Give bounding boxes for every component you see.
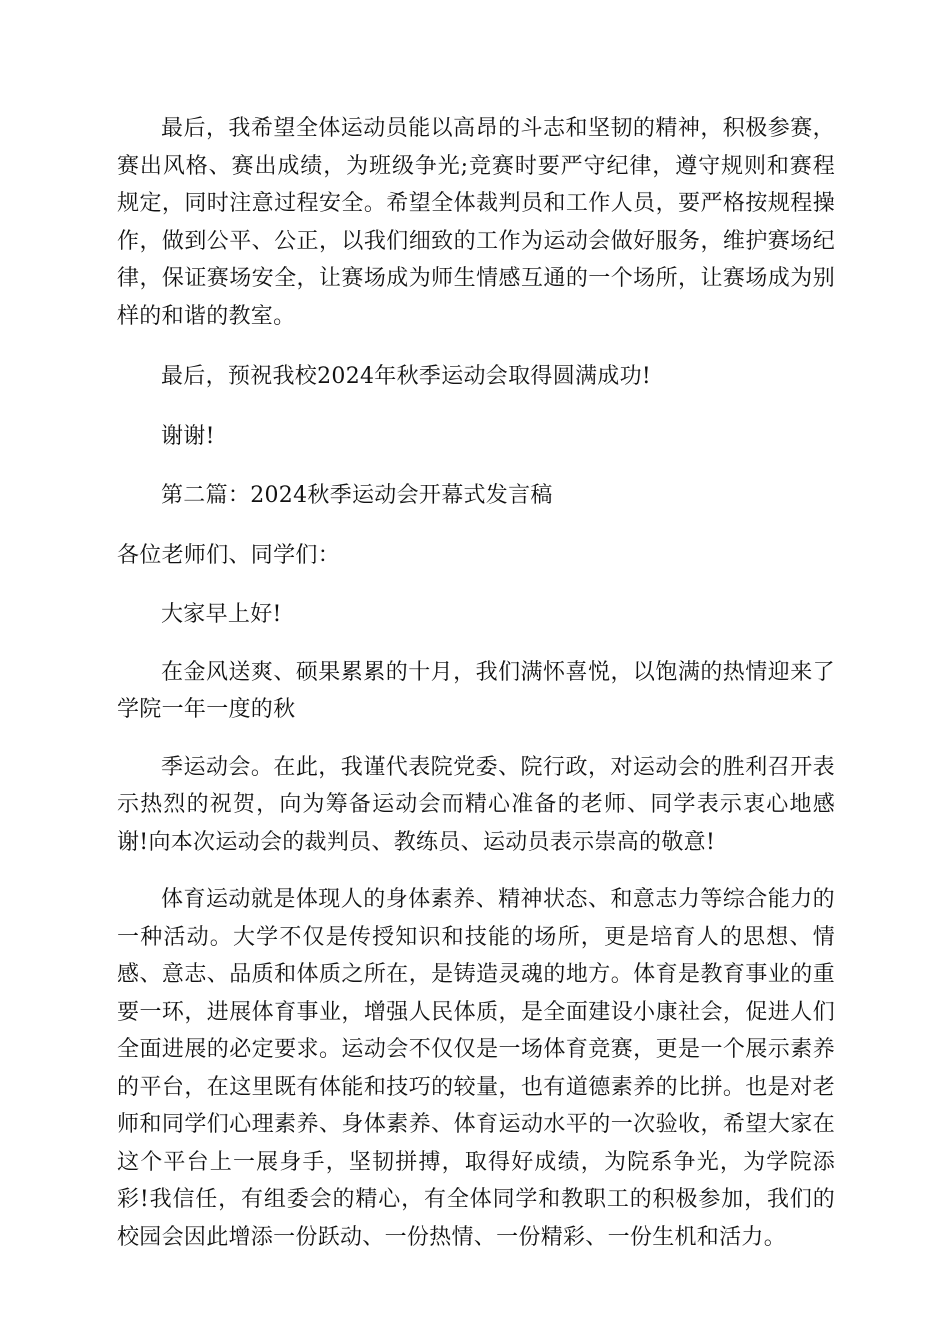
paragraph-sports-significance: 体育运动就是体现人的身体素养、精神状态、和意志力等综合能力的一种活动。大学不仅是传授知识和技能的场所，更是培育人的思想、情感、意志、品质和体质之所在，是铸造灵魂的地方。体育是教育事业的重要一环，进展体育事业，增强人民体质，是全面建设小康社会，促进人们全面进展的必定要求。运动会不仅仅是一场体育竞赛，更是一个展示素养的平台，在这里既有体能和技巧的较量，也有道德素养的比拼。也是对老师和同学们心理素养、身体素养、体育运动水平的一次验收，希望大家在这个平台上一展身手，坚韧拼搏，取得好成绩，为院系争光，为学院添彩!我信任，有组委会的精心，有全体同学和教职工的积极参加，我们的校园会因此增添一份跃动、一份热情、一份精彩、一份生机和活力。 (117, 887, 835, 1250)
document-page (117, 110, 835, 1256)
paragraph-thanks: 谢谢! (161, 423, 215, 449)
paragraph-closing-hopes: 最后，我希望全体运动员能以高昂的斗志和坚韧的精神，积极参赛，赛出风格、赛出成绩，为班级争光;竞赛时要严守纪律，遵守规则和赛程规定，同时注意过程安全。希望全体裁判员和工作人员，要严格按规程操作，做到公平、公正，以我们细致的工作为运动会做好服务，维护赛场纪律，保证赛场安全，让赛场成为师生情感互通的一个场所，让赛场成为别样的和谐的教室。 (117, 116, 835, 329)
section-heading: 第二篇：2024秋季运动会开幕式发言稿 (161, 483, 553, 508)
greeting: 大家早上好! (161, 602, 282, 627)
paragraph-congratulations: 季运动会。在此，我谨代表院党委、院行政，对运动会的胜利召开表示热烈的祝贺，向为筹备运动会而精心准备的老师、同学表示衷心地感谢!向本次运动会的裁判员、教练员、运动员表示崇高的敬意! (117, 754, 835, 855)
paragraph-opening: 在金风送爽、硕果累累的十月，我们满怀喜悦，以饱满的热情迎来了学院一年一度的秋 (117, 659, 835, 722)
salutation: 各位老师们、同学们： (117, 542, 341, 568)
paragraph-wishes: 最后，预祝我校2024年秋季运动会取得圆满成功! (161, 364, 652, 389)
